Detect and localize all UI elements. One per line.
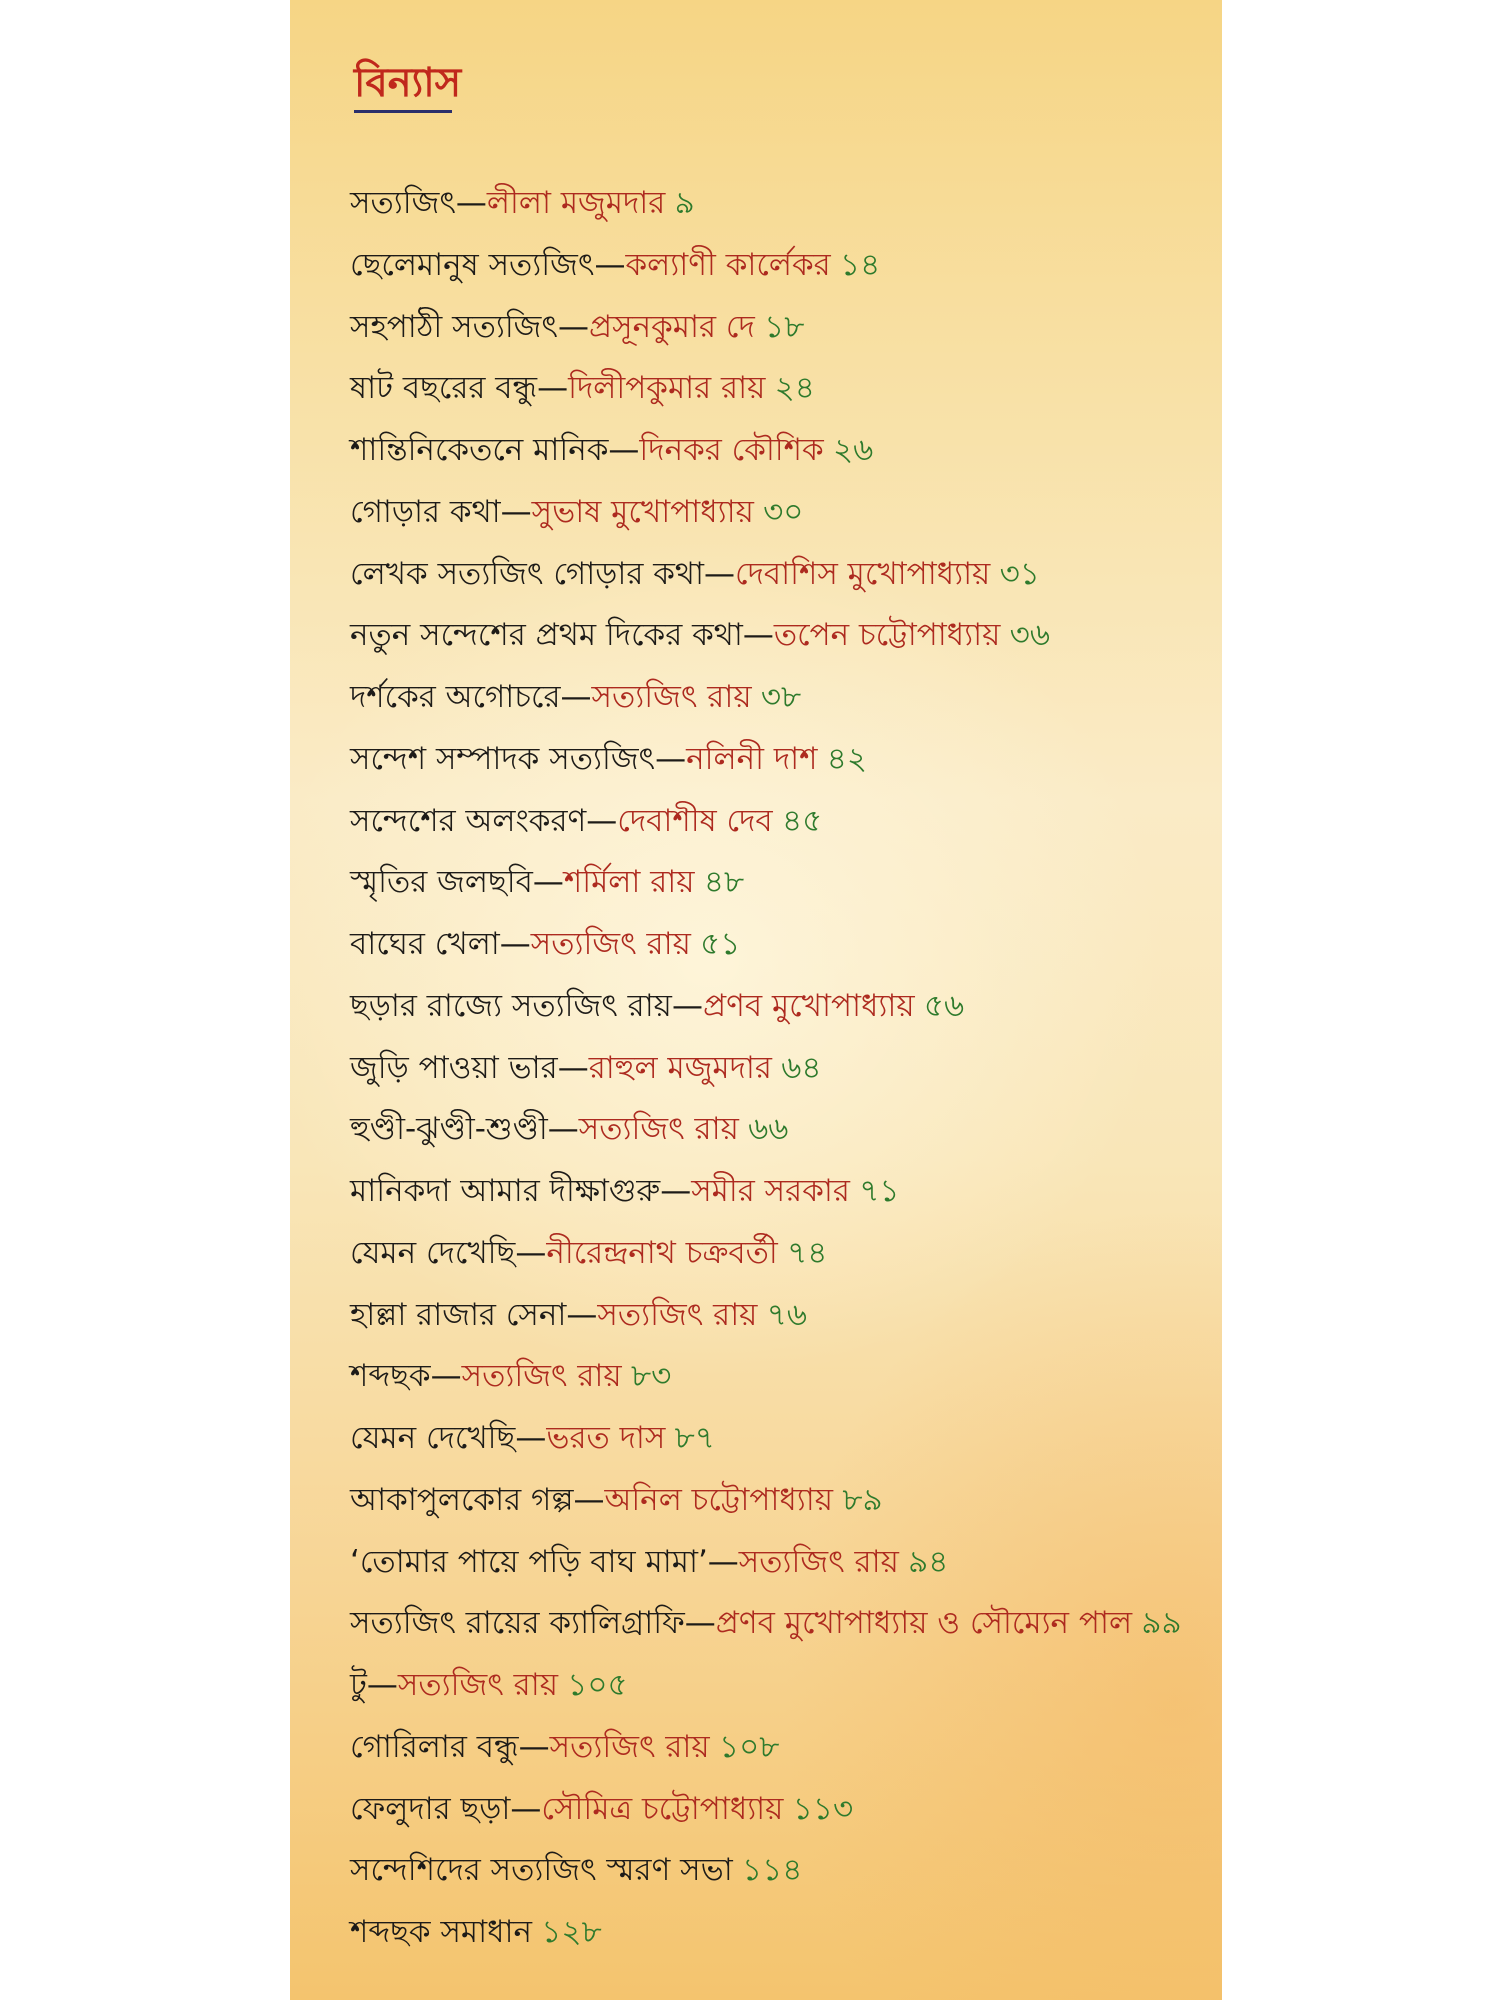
entry-page-number: ১৪ — [840, 246, 881, 283]
entry-page-number: ৭১ — [859, 1173, 900, 1209]
entry-title: গোরিলার বন্ধু — [350, 1728, 519, 1765]
entry-title: হুণ্ডী-ঝুণ্ডী-শুণ্ডী — [350, 1111, 548, 1148]
entry-title: হাল্লা রাজার সেনা — [350, 1296, 567, 1333]
entry-title: শব্দছক — [350, 1358, 431, 1395]
heading-underline — [354, 110, 452, 113]
entry-author: প্রণব মুখোপাধ্যায় ও সৌম্যেন পাল — [715, 1605, 1133, 1642]
contents-entry — [350, 1655, 1210, 1717]
entry-page-number: ১১৩ — [792, 1790, 854, 1827]
entry-separator: — — [594, 246, 626, 283]
entry-title: ‘তোমার পায়ে পড়ি বাঘ মামা’ — [350, 1543, 708, 1580]
entry-author: সমীর সরকার — [691, 1173, 850, 1209]
entry-author: প্রণব মুখোপাধ্যায় — [702, 987, 915, 1024]
contents-entry — [350, 791, 1210, 853]
contents-entry — [350, 1779, 1210, 1841]
entry-separator: — — [573, 1481, 605, 1518]
entry-separator: — — [455, 185, 487, 221]
entry-separator: — — [557, 1049, 589, 1086]
entry-title: সন্দেশিদের সত্যজিৎ স্মরণ সভা — [350, 1852, 733, 1889]
entry-title: যেমন দেখেছি — [350, 1234, 516, 1271]
entry-page-number: ৬৪ — [781, 1049, 822, 1086]
entry-author: সত্যজিৎ রায় — [591, 679, 752, 715]
entry-separator: — — [671, 987, 703, 1024]
contents-entry — [350, 1717, 1210, 1779]
entry-page-number: ১৮ — [764, 308, 805, 345]
entry-author: ভরত দাস — [546, 1420, 666, 1456]
entry-title: আকাপুলকোর গল্প — [350, 1481, 574, 1518]
entry-separator: — — [515, 1420, 547, 1456]
entry-title: শান্তিনিকেতনে মানিক — [350, 432, 609, 468]
entry-page-number: ৯৯ — [1141, 1605, 1182, 1642]
entry-page-number: ১২৮ — [541, 1914, 602, 1950]
contents-entry — [350, 1902, 1210, 1964]
entry-author: সত্যজিৎ রায় — [461, 1358, 622, 1395]
contents-entry — [350, 1161, 1210, 1223]
entry-title: ছেলেমানুষ সত্যজিৎ — [350, 246, 595, 283]
entry-author: সুভাষ মুখোপাধ্যায় — [531, 493, 754, 530]
entry-title: যেমন দেখেছি — [350, 1420, 516, 1456]
contents-entry — [350, 1099, 1210, 1161]
entry-separator: — — [430, 1358, 462, 1395]
contents-entry — [350, 1593, 1210, 1655]
entry-title: বাঘের খেলা — [350, 926, 500, 962]
entry-title: ষাট বছরের বন্ধু — [350, 370, 538, 407]
entry-separator: — — [366, 1667, 398, 1703]
entry-author: রাহুল মজুমদার — [588, 1049, 772, 1086]
contents-entry — [350, 1840, 1210, 1902]
contents-entry — [350, 914, 1210, 976]
entry-separator: — — [532, 864, 564, 901]
entry-page-number: ৩০ — [763, 493, 804, 530]
entry-separator: — — [547, 1111, 579, 1148]
entry-separator: — — [586, 802, 618, 839]
entry-page-number: ৫৬ — [923, 987, 965, 1024]
contents-entry — [350, 482, 1210, 544]
entry-separator: — — [500, 493, 532, 530]
entry-title: লেখক সত্যজিৎ গোড়ার কথা — [350, 555, 704, 592]
entry-author: দিনকর কৌশিক — [639, 432, 824, 468]
entry-author: অনিল চট্টোপাধ্যায় — [604, 1481, 834, 1518]
entry-separator: — — [742, 617, 774, 654]
contents-entry — [350, 976, 1210, 1038]
entry-author: তপেন চট্টোপাধ্যায় — [773, 617, 1001, 654]
entry-separator: — — [707, 1543, 739, 1580]
entry-title: সহপাঠী সত্যজিৎ — [350, 308, 558, 345]
entry-author: সত্যজিৎ রায় — [530, 926, 691, 962]
entry-page-number: ২৪ — [774, 370, 815, 407]
entry-page-number: ৭৬ — [766, 1296, 808, 1333]
entry-title: সন্দেশের অলংকরণ — [350, 802, 587, 839]
contents-entry — [350, 297, 1210, 359]
entry-author: দেবাশিস মুখোপাধ্যায় — [735, 555, 991, 592]
contents-entry — [350, 1470, 1210, 1532]
entry-author: কল্যাণী কার্লেকর — [625, 246, 831, 283]
contents-entry — [350, 1223, 1210, 1285]
contents-entry — [350, 729, 1210, 791]
entry-author: লীলা মজুমদার — [486, 185, 666, 221]
entry-separator: — — [558, 308, 589, 345]
contents-entry — [350, 173, 1210, 235]
entry-title: শব্দছক সমাধান — [350, 1914, 532, 1950]
entry-page-number: ৫১ — [700, 926, 741, 962]
entry-author: নীরেন্দ্রনাথ চক্রবর্তী — [546, 1234, 778, 1271]
entry-author: সত্যজিৎ রায় — [549, 1728, 710, 1765]
entry-author: সত্যজিৎ রায় — [597, 1296, 758, 1333]
entry-title: গোড়ার কথা — [350, 493, 501, 530]
entry-page-number: ৪৮ — [703, 864, 745, 901]
entry-author: দেবাশীষ দেব — [617, 802, 773, 839]
contents-page-panel — [290, 0, 1222, 2000]
entry-title: মানিকদা আমার দীক্ষাগুরু — [350, 1173, 661, 1209]
entry-separator: — — [518, 1728, 550, 1765]
contents-heading: বিন্যাস — [354, 60, 462, 106]
entry-author: শর্মিলা রায় — [563, 864, 695, 901]
entry-page-number: ৬৬ — [748, 1111, 789, 1148]
entry-author: সত্যজিৎ রায় — [738, 1543, 899, 1580]
entry-page-number: ৪২ — [826, 740, 868, 777]
entry-title: সত্যজিৎ রায়ের ক্যালিগ্রাফি — [350, 1605, 685, 1642]
contents-entry — [350, 544, 1210, 606]
entry-page-number: ৯৪ — [908, 1543, 949, 1580]
contents-entry — [350, 605, 1210, 667]
entry-separator: — — [704, 555, 735, 592]
entry-page-number: ২৬ — [833, 432, 874, 468]
entry-author: প্রসূনকুমার দে — [589, 308, 755, 345]
entry-separator: — — [515, 1234, 547, 1271]
contents-entry — [350, 852, 1210, 914]
entry-title: নতুন সন্দেশের প্রথম দিকের কথা — [350, 617, 743, 654]
entry-page-number: ৩৮ — [760, 679, 802, 715]
entry-title: ফেলুদার ছড়া — [350, 1790, 511, 1827]
entry-separator: — — [655, 740, 687, 777]
entry-title: স্মৃতির জলছবি — [350, 864, 533, 901]
entry-author: সত্যজিৎ রায় — [397, 1667, 558, 1703]
entry-page-number: ৮৯ — [842, 1481, 883, 1518]
entry-page-number: ৪৫ — [781, 802, 823, 839]
entry-separator: — — [560, 679, 592, 715]
contents-entry — [350, 358, 1210, 420]
contents-entry — [350, 235, 1210, 297]
entry-page-number: ৮৩ — [630, 1358, 672, 1395]
entry-page-number: ৩৬ — [1009, 617, 1050, 654]
contents-entry — [350, 420, 1210, 482]
entry-author: নলিনী দাশ — [686, 740, 818, 777]
entry-title: সন্দেশ সম্পাদক সত্যজিৎ — [350, 740, 656, 777]
entry-author: সৌমিত্র চট্টোপাধ্যায় — [541, 1790, 784, 1827]
entry-separator: — — [608, 432, 640, 468]
entry-author: দিলীপকুমার রায় — [568, 370, 766, 407]
entry-page-number: ৩১ — [999, 555, 1040, 592]
contents-entry — [350, 1346, 1210, 1408]
contents-entry — [350, 667, 1210, 729]
entry-separator: — — [684, 1605, 716, 1642]
contents-entry — [350, 1532, 1210, 1594]
entry-title: ছড়ার রাজ্যে সত্যজিৎ রায় — [350, 987, 672, 1024]
contents-entry — [350, 1285, 1210, 1347]
entry-separator: — — [499, 926, 531, 962]
entry-page-number: ৯ — [674, 185, 695, 221]
contents-entry — [350, 1038, 1210, 1100]
entry-page-number: ৮৭ — [674, 1420, 715, 1456]
entry-page-number: ১০৮ — [718, 1728, 780, 1765]
entry-separator: — — [510, 1790, 542, 1827]
entry-title: দর্শকের অগোচরে — [350, 679, 561, 715]
entry-separator: — — [566, 1296, 598, 1333]
entry-page-number: ৭৪ — [787, 1234, 828, 1271]
entry-page-number: ১১৪ — [742, 1852, 803, 1889]
entry-title: টু — [350, 1667, 367, 1703]
entry-author: সত্যজিৎ রায় — [578, 1111, 739, 1148]
entry-page-number: ১০৫ — [567, 1667, 628, 1703]
entry-separator: — — [660, 1173, 692, 1209]
entry-separator: — — [537, 370, 569, 407]
entry-title: সত্যজিৎ — [350, 185, 456, 221]
contents-entry — [350, 1408, 1210, 1470]
entry-title: জুড়ি পাওয়া ভার — [350, 1049, 558, 1086]
contents-list — [350, 173, 1210, 1964]
